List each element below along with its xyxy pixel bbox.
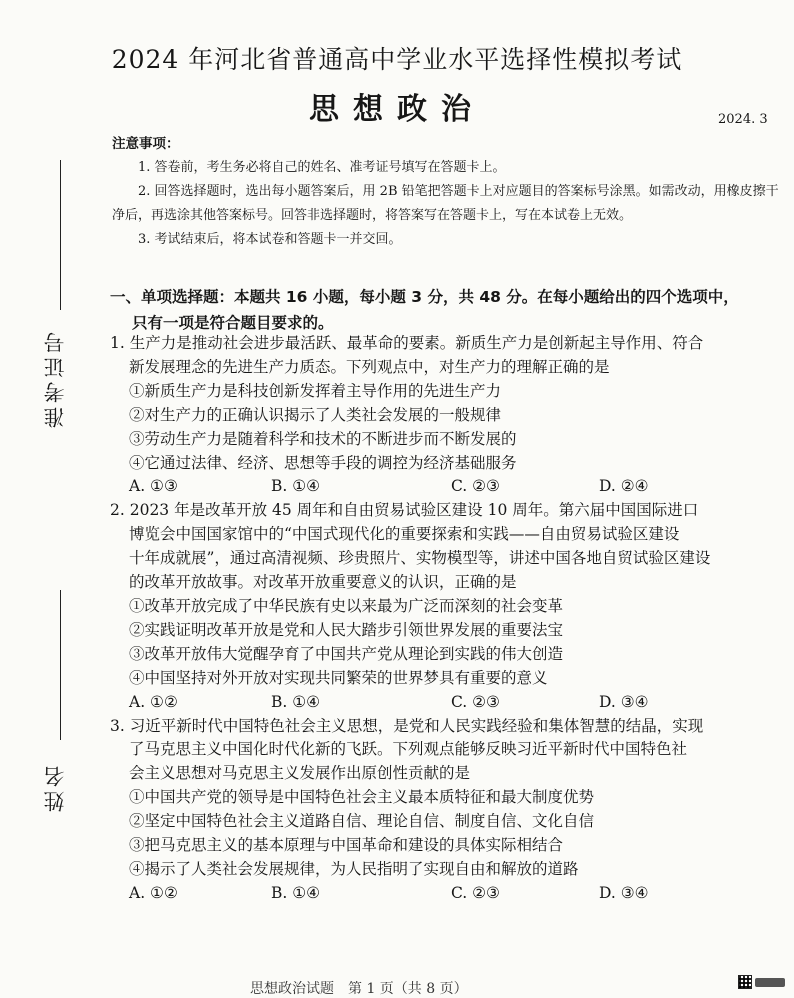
answer-choice-b: B. ①④ <box>271 883 321 902</box>
statement-option: ④它通过法律、经济、思想等手段的调控为经济基础服务 <box>129 453 517 472</box>
subject-title: 思想政治 <box>309 92 485 127</box>
statement-option: ③把马克思主义的基本原理与中国革命和建设的具体实际相结合 <box>129 836 564 855</box>
statement-option: ③劳动生产力是随着科学和技术的不断进步而不断发展的 <box>129 429 517 448</box>
statement-option: ④中国坚持对外开放对实现共同繁荣的世界梦具有重要的意义 <box>129 668 548 687</box>
answer-choice-a: A. ①② <box>129 692 178 711</box>
question-stem-line: 十年成就展”，通过高清视频、珍贵照片、实物模型等，讲述中国各地自贸试验区建设 <box>129 549 711 568</box>
answer-choice-d: D. ③④ <box>599 883 649 902</box>
note-item: 2. 回答选择题时，选出每小题答案后，用 2B 铅笔把答题卡上对应题目的答案标号涂黑。如需改动，用橡皮擦干净后，再选涂其他答案标号。回答非选择题时，将答案写在答题卡上，写在本试卷上无效。 <box>112 184 779 223</box>
page-footer: 思想政治试题 第 1 页（共 8 页） <box>250 981 468 997</box>
statement-option: ③改革开放伟大觉醒孕育了中国共产党从理论到实践的伟大创造 <box>129 644 564 663</box>
section-heading-line: 一、单项选择题：本题共 16 小题，每小题 3 分，共 48 分。在每小题给出的四个选项中， <box>110 288 739 306</box>
question-stem-line: 新发展理念的先进生产力质态。下列观点中，对生产力的理解正确的是 <box>129 357 610 376</box>
statement-option: ②坚定中国特色社会主义道路自信、理论自信、制度自信、文化自信 <box>129 812 595 831</box>
answer-choice-d: D. ②④ <box>599 477 649 496</box>
answer-choice-d: D. ③④ <box>599 692 649 711</box>
question-1 <box>110 332 786 499</box>
question-stem-line: 了马克思主义中国化时代化新的飞跃。下列观点能够反映习近平新时代中国特色社 <box>129 740 688 759</box>
notes-title: 注意事项： <box>112 136 180 152</box>
question-2 <box>110 499 786 714</box>
answer-choices <box>110 691 786 715</box>
question-stem-line: 博览会中国国家馆中的“中国式现代化的重要探索和实践——自由贸易试验区建设 <box>129 525 680 544</box>
statement-option: ①新质生产力是科技创新发挥着主导作用的先进生产力 <box>129 381 502 400</box>
notes-block <box>112 132 780 252</box>
exam-title: 2024 年河北省普通高中学业水平选择性模拟考试 <box>111 45 683 74</box>
answer-choice-b: B. ①④ <box>271 692 321 711</box>
question-stem-line: 3. 习近平新时代中国特色社会主义思想，是党和人民实践经验和集体智慧的结晶，实现 <box>110 716 704 735</box>
note-item: 3. 考试结束后，将本试卷和答题卡一并交回。 <box>138 232 402 247</box>
answer-choice-a: A. ①② <box>129 883 178 902</box>
answer-choice-c: C. ②③ <box>451 477 500 496</box>
question-stem-line: 的改革开放故事。对改革开放重要意义的认识，正确的是 <box>129 573 517 592</box>
statement-option: ④揭示了人类社会发展规律，为人民指明了实现自由和解放的道路 <box>129 859 579 878</box>
scanner-watermark <box>738 975 788 989</box>
scanner-logo-icon <box>755 978 785 987</box>
answer-choice-b: B. ①④ <box>271 477 321 496</box>
answer-choice-c: C. ②③ <box>451 692 500 711</box>
statement-option: ②实践证明改革开放是党和人民大踏步引领世界发展的重要法宝 <box>129 620 564 639</box>
qr-code-icon <box>738 975 752 989</box>
answer-choices <box>110 882 786 906</box>
question-list <box>110 332 786 906</box>
question-3 <box>110 715 786 906</box>
question-stem-line: 2. 2023 年是改革开放 45 周年和自由贸易试验区建设 10 周年。第六届中国国际进口 <box>110 501 699 520</box>
exam-number-label: 准考证号 <box>43 328 67 428</box>
statement-option: ①改革开放完成了中华民族有史以来最为广泛而深刻的社会变革 <box>129 596 564 615</box>
name-underline <box>60 590 61 740</box>
question-stem-line: 1. 生产力是推动社会进步最活跃、最革命的要素。新质生产力是创新起主导作用、符合 <box>110 334 704 352</box>
note-item: 1. 答卷前，考生务必将自己的姓名、准考证号填写在答题卡上。 <box>138 160 506 175</box>
question-stem-line: 会主义思想对马克思主义发展作出原创性贡献的是 <box>129 764 471 783</box>
statement-option: ②对生产力的正确认识揭示了人类社会发展的一般规律 <box>129 405 502 424</box>
name-label: 姓名 <box>43 762 67 812</box>
section-heading <box>110 284 786 336</box>
section-heading-line: 只有一项是符合题目要求的。 <box>132 314 334 332</box>
answer-choice-c: C. ②③ <box>451 883 500 902</box>
answer-choice-a: A. ①③ <box>129 477 178 496</box>
statement-option: ①中国共产党的领导是中国特色社会主义最本质特征和最大制度优势 <box>129 788 595 807</box>
exam-number-underline <box>60 160 61 310</box>
answer-choices <box>110 475 786 499</box>
exam-date: 2024. 3 <box>718 112 768 127</box>
